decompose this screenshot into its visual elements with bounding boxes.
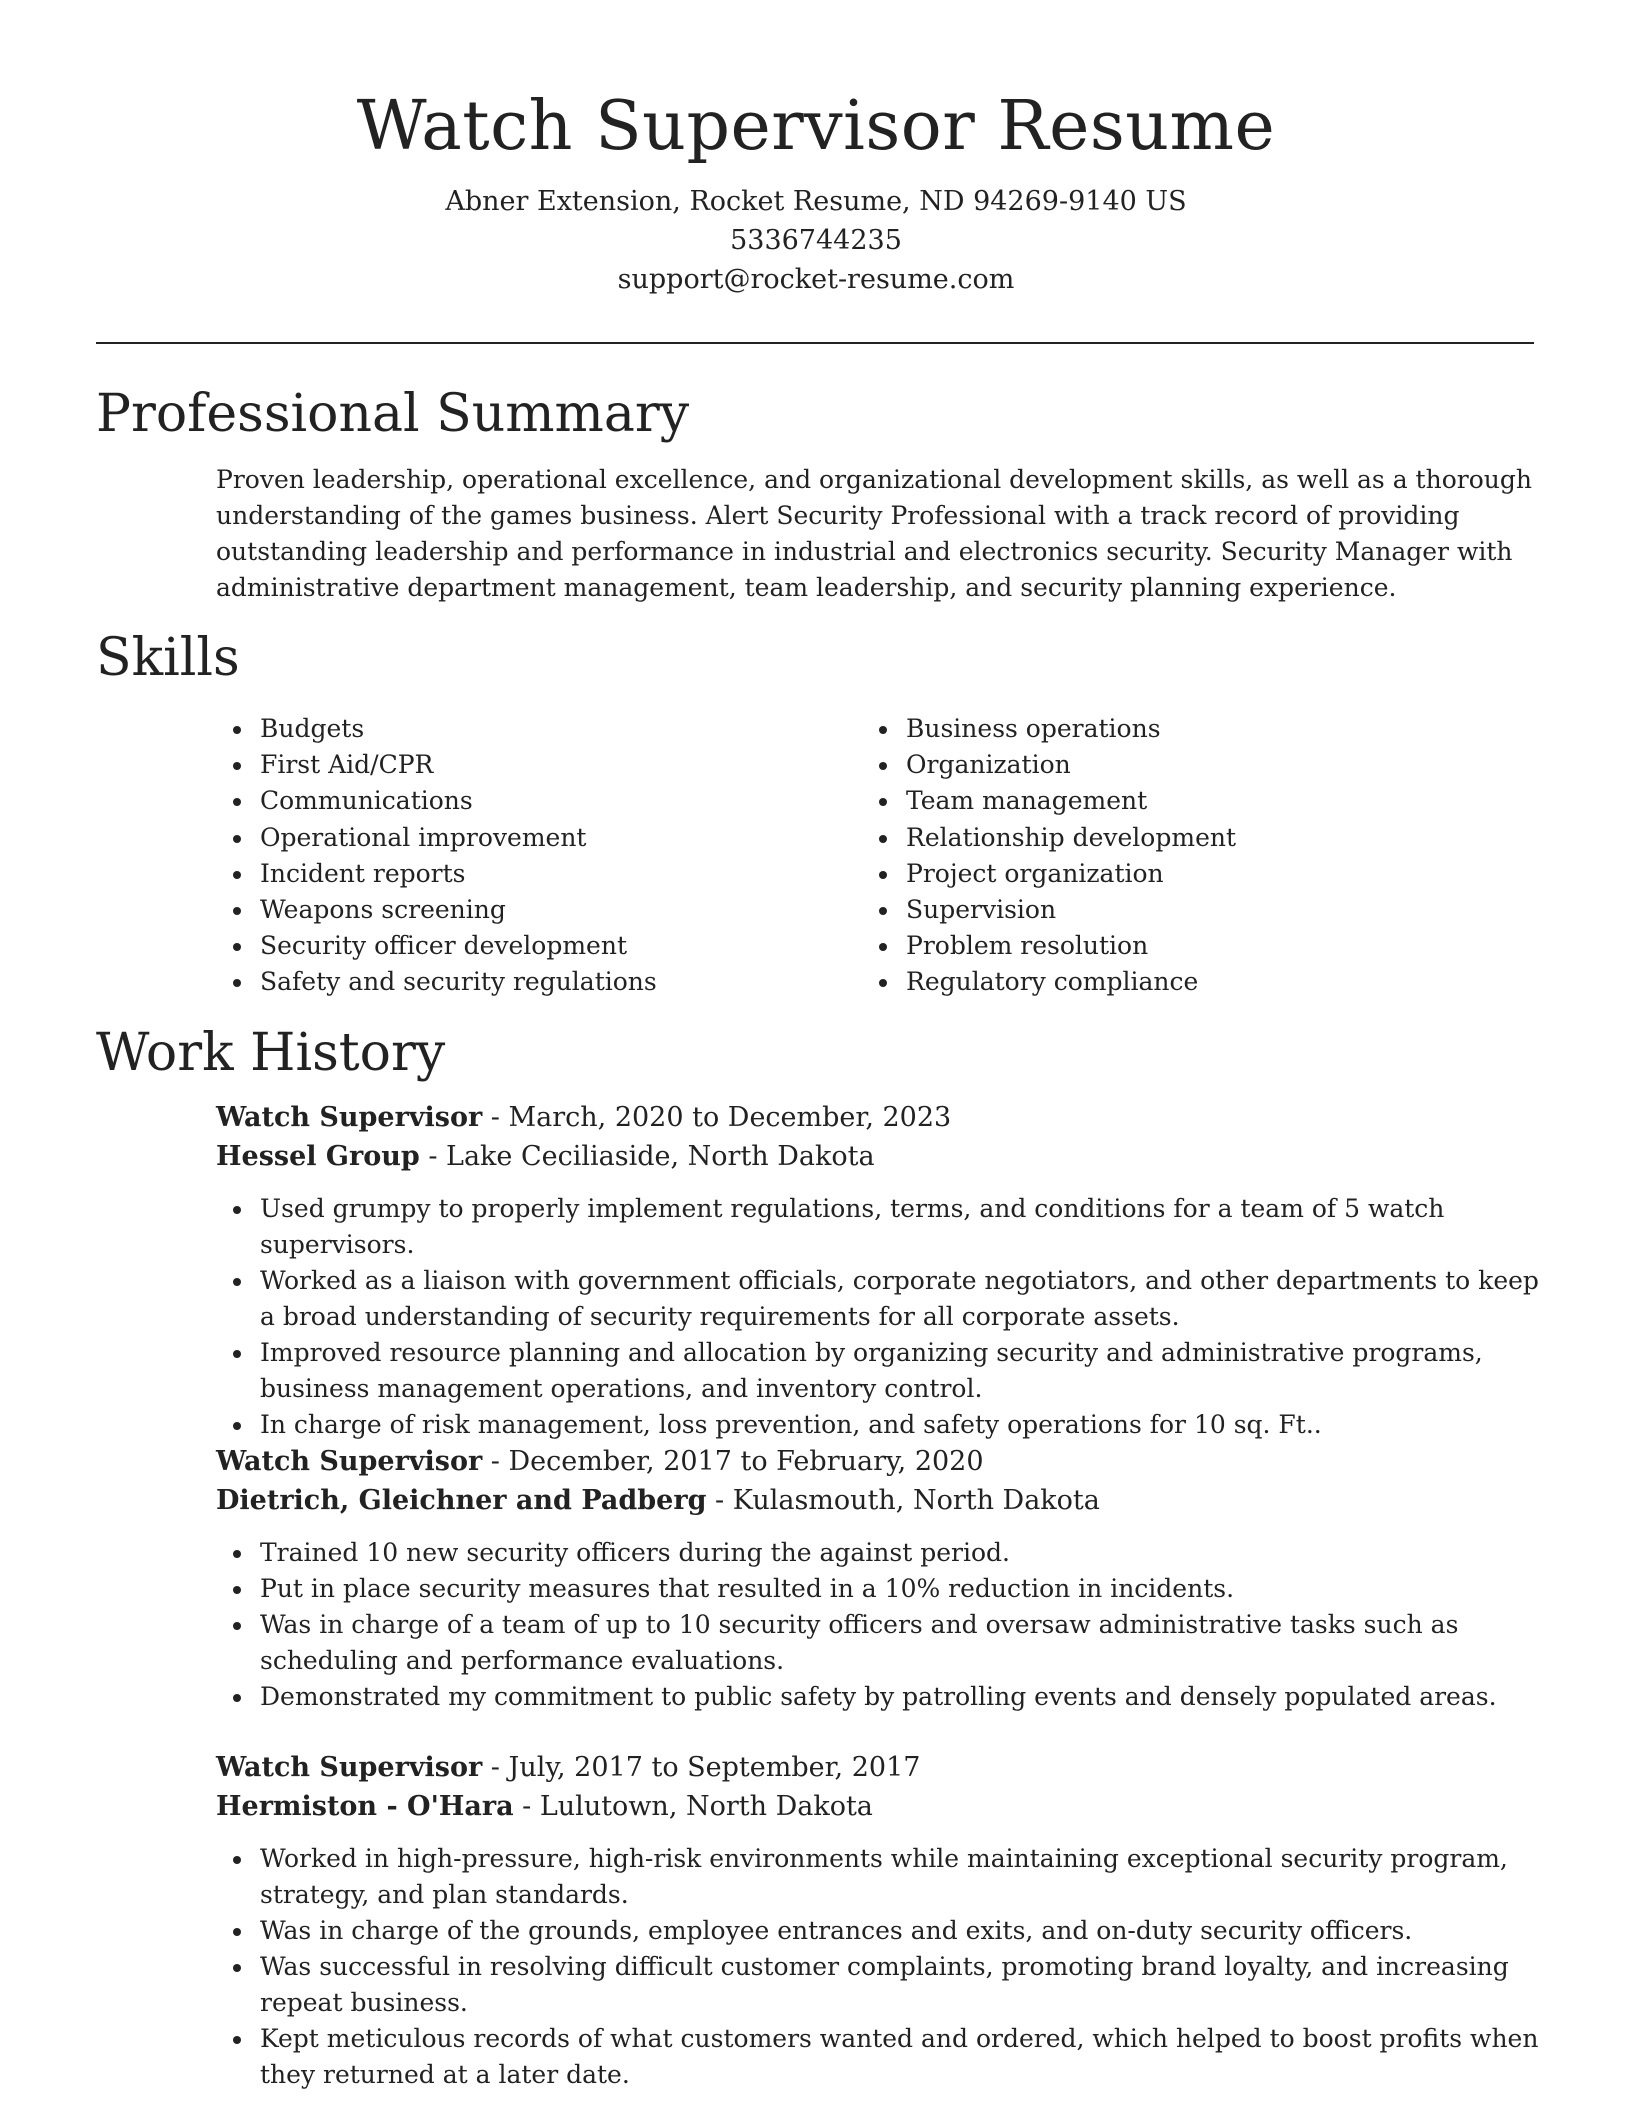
job-duty: Kept meticulous records of what customers wanted and ordered, which helped to boost profits when they returned at a later date. [216,2021,1546,2093]
skill-item: Team management [862,783,1236,819]
summary-text: Proven leadership, operational excellence, and organizational development skills, as well as a thorough understanding of the games business. Alert Security Professional with a track record of providing outstanding leadership and performance in industrial and electronics security. Security Manager with administrative department management, team leadership, and security planning experience. [216,465,1532,602]
skill-item: Relationship development [862,820,1236,856]
contact-address: Abner Extension, Rocket Resume, ND 94269-9140 US [445,186,1187,217]
job-duty: Was in charge of a team of up to 10 security officers and oversaw administrative tasks such as scheduling and performance evaluations. [216,1607,1546,1679]
job-duty: Improved resource planning and allocation by organizing security and administrative programs, business management operations, and inventory control. [216,1335,1546,1407]
summary-heading: Professional Summary [96,384,690,444]
job-company: Hessel Group [216,1141,420,1172]
contact-email: support@rocket-resume.com [617,264,1015,295]
job-company-line [216,1787,1546,1826]
job-dates: - July, 2017 to September, 2017 [482,1752,921,1783]
job-title: Watch Supervisor [216,1446,483,1477]
resume-title: Watch Supervisor Resume [356,87,1276,166]
skills-list-right [862,711,1236,1001]
job-location: - Lulutown, North Dakota [513,1791,873,1822]
job-duties [216,1191,1546,1443]
job-duty: Was successful in resolving difficult customer complaints, promoting brand loyalty, and increasing repeat business. [216,1949,1546,2021]
job-company-line [216,1137,1546,1176]
job-duty: Used grumpy to properly implement regulations, terms, and conditions for a team of 5 watch supervisors. [216,1191,1546,1263]
skill-item: Budgets [216,711,657,747]
job-duty: Worked in high-pressure, high-risk environments while maintaining exceptional security program, strategy, and plan standards. [216,1841,1546,1913]
job-duty: Worked as a liaison with government officials, corporate negotiators, and other departments to keep a broad understanding of security requirements for all corporate assets. [216,1263,1546,1335]
job-duty: Was in charge of the grounds, employee entrances and exits, and on-duty security officers. [216,1913,1546,1949]
job-location: - Lake Ceciliaside, North Dakota [419,1141,875,1172]
skill-item: Business operations [862,711,1236,747]
job-entry [216,1442,1546,1715]
job-company-line [216,1481,1546,1520]
skills-list-left [216,711,657,1001]
job-duty: Put in place security measures that resulted in a 10% reduction in incidents. [216,1571,1546,1607]
skill-item: Project organization [862,856,1236,892]
contact-block [0,182,1632,299]
skill-item: Operational improvement [216,820,657,856]
job-title: Watch Supervisor [216,1102,483,1133]
job-company: Dietrich, Gleichner and Padberg [216,1485,707,1516]
job-title-line [216,1098,1546,1137]
skill-item: Safety and security regulations [216,964,657,1000]
job-dates: - March, 2020 to December, 2023 [482,1102,952,1133]
job-entry [216,1098,1546,1443]
job-entry [216,1748,1546,2093]
skill-item: Communications [216,783,657,819]
job-duties [216,1535,1546,1715]
skill-item: Regulatory compliance [862,964,1236,1000]
job-title: Watch Supervisor [216,1752,483,1783]
job-duty: In charge of risk management, loss prevention, and safety operations for 10 sq. Ft.. [216,1407,1546,1443]
contact-phone: 5336744235 [730,225,902,256]
skill-item: Security officer development [216,928,657,964]
skill-item: First Aid/CPR [216,747,657,783]
job-dates: - December, 2017 to February, 2020 [482,1446,984,1477]
skill-item: Supervision [862,892,1236,928]
job-duty: Trained 10 new security officers during the against period. [216,1535,1546,1571]
skill-item: Incident reports [216,856,657,892]
skill-item: Organization [862,747,1236,783]
skill-item: Weapons screening [216,892,657,928]
job-title-line [216,1748,1546,1787]
job-location: - Kulasmouth, North Dakota [706,1485,1100,1516]
work-history-heading: Work History [96,1023,446,1083]
job-duties [216,1841,1546,2093]
skills-heading: Skills [96,628,240,688]
header-divider [96,342,1534,344]
skill-item: Problem resolution [862,928,1236,964]
job-duty: Demonstrated my commitment to public safety by patrolling events and densely populated areas. [216,1679,1546,1715]
resume-header [0,0,1632,299]
job-company: Hermiston - O'Hara [216,1791,514,1822]
job-title-line [216,1442,1546,1481]
